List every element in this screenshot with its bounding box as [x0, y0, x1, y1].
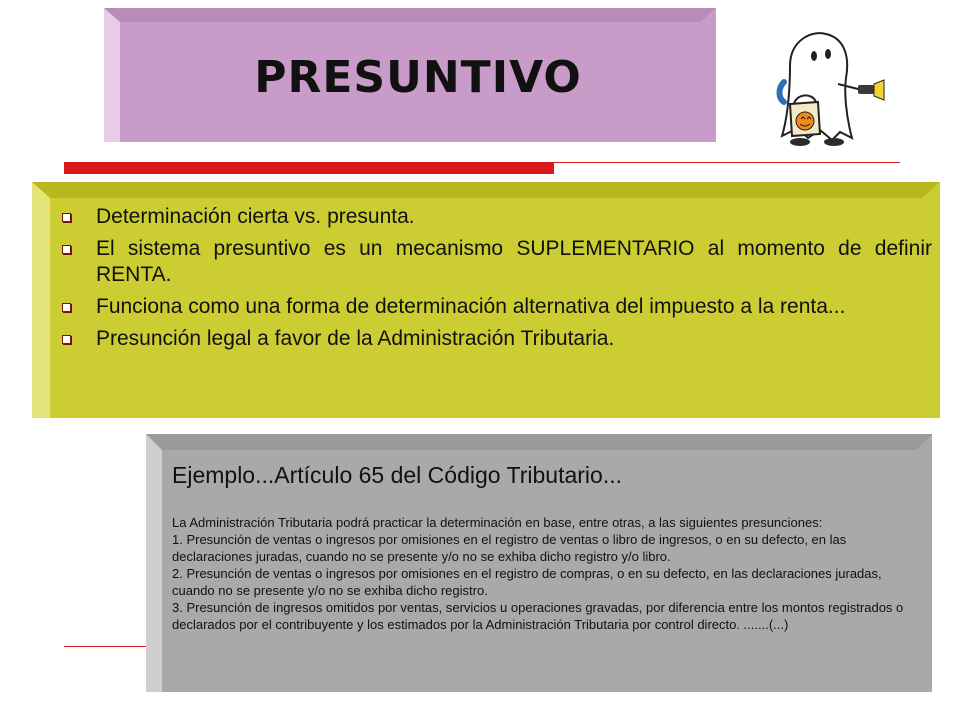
example-box-bevel-left [146, 434, 162, 692]
example-body [172, 514, 924, 633]
example-item: 3. Presunción de ingresos omitidos por ventas, servicios u operaciones gravadas, por diferencia entre los montos registrados o declarados por el contribuyente y los estimados por la Administración Tributaria por control directo. .......(...) [172, 600, 904, 632]
square-bullet-icon [62, 245, 71, 254]
accent-rule-thick [64, 162, 554, 174]
bullet-text: Presunción legal a favor de la Administración Tributaria. [96, 327, 615, 350]
example-item: 1. Presunción de ventas o ingresos por omisiones en el registro de ventas o libro de ingresos, o en su defecto, en las declaraciones juradas, cuando no se presente y/o no se exhiba dicho registro y/o libro. [172, 532, 847, 564]
example-intro: La Administración Tributaria podrá practicar la determinación en base, entre otras, a las siguientes presunciones: [172, 515, 823, 530]
bullet-text: Determinación cierta vs. presunta. [96, 205, 415, 228]
title-box [104, 8, 716, 142]
slide-title: PRESUNTIVO [254, 52, 582, 103]
accent-rule-thin [554, 162, 900, 163]
ghost-trick-or-treat-icon [760, 26, 890, 152]
example-item: 2. Presunción de ventas o ingresos por omisiones en el registro de compras, o en su defecto, en las declaraciones juradas, cuando no se presente y/o no se exhiba dicho registro. [172, 566, 882, 598]
accent-rule-bottom [64, 646, 154, 647]
bullet-item [62, 294, 932, 320]
example-box-bevel-top [146, 434, 932, 450]
bullet-item [62, 236, 932, 288]
bullet-item [62, 326, 932, 352]
bullets-box-bevel-left [32, 182, 50, 418]
bullet-text: El sistema presuntivo es un mecanismo SUPLEMENTARIO al momento de definir RENTA. [96, 237, 932, 286]
title-box-bevel-left [104, 8, 120, 142]
bullets-box-bevel-top [32, 182, 940, 198]
square-bullet-icon [62, 335, 71, 344]
title-box-bevel-top [104, 8, 716, 22]
bullet-text: Funciona como una forma de determinación alternativa del impuesto a la renta... [96, 295, 846, 318]
square-bullet-icon [62, 303, 71, 312]
bullet-item [62, 204, 932, 230]
square-bullet-icon [62, 213, 71, 222]
example-heading: Ejemplo...Artículo 65 del Código Tributario... [172, 462, 623, 488]
bullet-list [62, 204, 932, 358]
